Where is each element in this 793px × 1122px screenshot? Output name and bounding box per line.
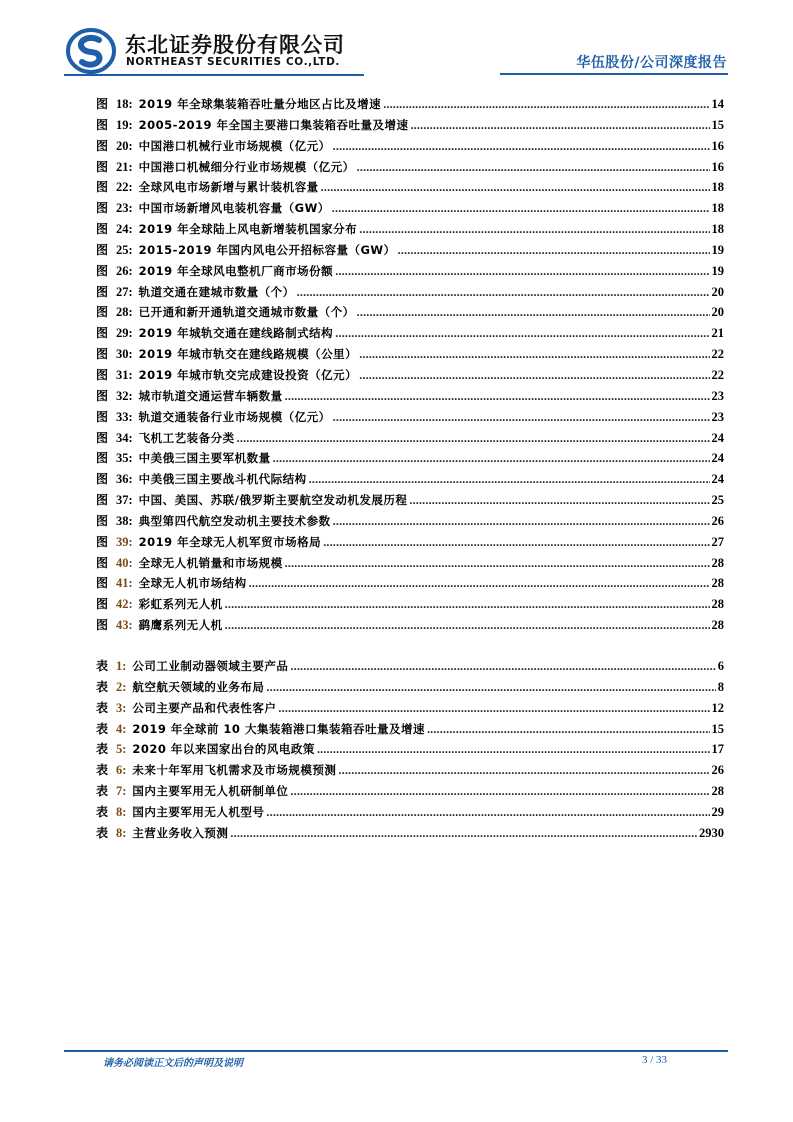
entry-prefix: 图 (96, 117, 109, 132)
entry-page-number[interactable]: 21 (711, 326, 724, 341)
dot-leader (266, 805, 709, 820)
figure-toc-entry[interactable] (96, 470, 724, 491)
entry-title[interactable]: 2019 年全球前 10 大集装箱港口集装箱吞吐量及增速 (132, 721, 425, 736)
header-rule-left (64, 74, 364, 76)
entry-title[interactable]: 国内主要军用无人机研制单位 (132, 784, 289, 799)
entry-prefix: 图 (96, 222, 109, 237)
entry-title[interactable]: 全球风电市场新增与累计装机容量 (138, 180, 319, 195)
entry-page-number[interactable]: 19 (711, 242, 724, 257)
entry-page-number[interactable]: 12 (711, 700, 724, 715)
entry-page-number[interactable]: 15 (711, 721, 724, 736)
entry-prefix: 图 (96, 326, 109, 341)
entry-page-number[interactable]: 14 (711, 97, 724, 111)
entry-title[interactable]: 轨道交通在建城市数量（个） (138, 284, 295, 299)
entry-page-number[interactable]: 6 (717, 659, 724, 673)
figure-toc-entry[interactable] (96, 220, 724, 241)
entry-title[interactable]: 未来十年军用飞机需求及市场规模预测 (132, 763, 337, 778)
entry-page-number[interactable]: 8 (717, 679, 724, 694)
figure-list (96, 95, 724, 637)
dot-leader (225, 597, 710, 612)
entry-prefix: 表 (96, 659, 109, 673)
dot-leader (323, 535, 709, 550)
page-header (0, 0, 793, 90)
entry-number: 21: (116, 159, 133, 174)
entry-number: 8: (116, 804, 127, 819)
table-toc-entry[interactable] (96, 699, 724, 720)
entry-title[interactable]: 飞机工艺装备分类 (138, 430, 235, 445)
figure-toc-entry[interactable] (96, 491, 724, 512)
entry-number: 41: (116, 576, 133, 591)
entry-number: 35: (116, 451, 133, 466)
figure-toc-entry[interactable] (96, 95, 724, 116)
entry-number: 39: (116, 534, 133, 549)
dot-leader (237, 431, 710, 446)
entry-page-number[interactable]: 26 (711, 513, 724, 528)
entry-page-number[interactable]: 28 (711, 597, 724, 612)
dot-leader (333, 514, 710, 529)
footer-rule (64, 1050, 728, 1052)
entry-prefix: 图 (96, 409, 109, 424)
entry-prefix: 图 (96, 367, 109, 382)
figure-toc-entry[interactable] (96, 283, 724, 304)
entry-title[interactable]: 公司工业制动器领域主要产品 (132, 659, 289, 673)
entry-title[interactable]: 中美俄三国主要战斗机代际结构 (138, 472, 307, 487)
figure-toc-entry[interactable] (96, 158, 724, 179)
dot-leader (359, 347, 709, 362)
entry-number: 27: (116, 284, 133, 299)
figure-toc-entry[interactable] (96, 303, 724, 324)
entry-page-number[interactable]: 28 (711, 576, 724, 591)
table-toc-entry[interactable] (96, 657, 724, 678)
entry-title[interactable]: 彩虹系列无人机 (138, 597, 223, 612)
entry-page-number[interactable]: 18 (711, 201, 724, 216)
table-toc-entry[interactable] (96, 761, 724, 782)
figure-toc-entry[interactable] (96, 616, 724, 637)
dot-leader (225, 618, 710, 633)
dot-leader (427, 722, 710, 737)
entry-prefix: 图 (96, 305, 109, 320)
entry-page-number[interactable]: 23 (711, 409, 724, 424)
entry-title[interactable]: 城市轨道交通运营车辆数量 (138, 388, 283, 403)
entry-prefix: 图 (96, 138, 109, 153)
figure-toc-entry[interactable] (96, 324, 724, 345)
dot-leader (285, 389, 710, 404)
entry-number: 20: (116, 138, 133, 153)
entry-title[interactable]: 中国、美国、苏联/俄罗斯主要航空发动机发展历程 (138, 493, 408, 508)
entry-page-number[interactable]: 25 (711, 493, 724, 508)
entry-title[interactable]: 国内主要军用无人机型号 (132, 804, 265, 819)
entry-prefix: 表 (96, 804, 109, 819)
disclaimer-note: 请务必阅读正文后的声明及说明 (103, 1058, 243, 1069)
dot-leader (290, 659, 715, 674)
entry-prefix: 图 (96, 430, 109, 445)
entry-number: 19: (116, 117, 133, 132)
entry-number: 24: (116, 222, 133, 237)
dot-leader (266, 680, 715, 695)
dot-leader (317, 742, 710, 757)
entry-title[interactable]: 全球无人机市场结构 (138, 576, 247, 591)
entry-title[interactable]: 公司主要产品和代表性客户 (132, 700, 277, 715)
entry-prefix: 图 (96, 347, 109, 362)
entry-number: 8: (116, 825, 127, 840)
entry-title[interactable]: 鹞鹰系列无人机 (138, 618, 223, 633)
entry-title[interactable]: 2019 年城轨交通在建线路制式结构 (138, 326, 334, 341)
entry-prefix: 表 (96, 784, 109, 799)
entry-number: 4: (116, 721, 127, 736)
entry-number: 7: (116, 784, 127, 799)
entry-title[interactable]: 2019 年全球陆上风电新增装机国家分布 (138, 222, 358, 237)
entry-title[interactable]: 中国市场新增风电装机容量（GW） (138, 201, 330, 216)
entry-page-number[interactable]: 28 (711, 555, 724, 570)
entry-number: 6: (116, 763, 127, 778)
entry-number: 30: (116, 347, 133, 362)
entry-prefix: 图 (96, 180, 109, 195)
dot-leader (249, 576, 710, 591)
table-toc-entry[interactable] (96, 740, 724, 761)
entry-number: 26: (116, 263, 133, 278)
entry-prefix: 表 (96, 700, 109, 715)
table-toc-entry[interactable] (96, 803, 724, 824)
entry-number: 40: (116, 555, 133, 570)
figure-toc-entry[interactable] (96, 199, 724, 220)
entry-page-number[interactable]: 18 (711, 180, 724, 195)
entry-page-number[interactable]: 16 (711, 138, 724, 153)
entry-prefix: 表 (96, 679, 109, 694)
entry-page-number[interactable]: 22 (711, 347, 724, 362)
dot-leader (333, 139, 710, 154)
entry-prefix: 图 (96, 242, 109, 257)
entry-prefix: 图 (96, 97, 109, 111)
company-name-en: NORTHEAST SECURITIES CO.,LTD. (126, 56, 340, 68)
entry-prefix: 图 (96, 472, 109, 487)
dot-leader (357, 305, 710, 320)
entry-number: 42: (116, 597, 133, 612)
dot-leader (333, 410, 710, 425)
entry-page-number[interactable]: 26 (711, 763, 724, 778)
entry-number: 31: (116, 367, 133, 382)
figure-toc-entry[interactable] (96, 512, 724, 533)
dot-leader (335, 326, 709, 341)
figure-toc-entry[interactable] (96, 449, 724, 470)
entry-title[interactable]: 航空航天领域的业务布局 (132, 679, 265, 694)
figure-toc-entry[interactable] (96, 366, 724, 387)
dot-leader (332, 201, 710, 216)
entry-number: 18: (116, 97, 133, 111)
entry-number: 34: (116, 430, 133, 445)
dot-leader (285, 556, 710, 571)
dot-leader (309, 472, 710, 487)
dot-leader (357, 160, 710, 175)
entry-page-number[interactable]: 24 (711, 430, 724, 445)
figure-toc-entry[interactable] (96, 574, 724, 595)
entry-number: 1: (116, 659, 127, 673)
entry-title[interactable]: 2019 年城市轨交在建线路规模（公里） (138, 347, 358, 362)
entry-page-number[interactable]: 29 (711, 804, 724, 819)
table-toc-entry[interactable] (96, 782, 724, 803)
entry-page-number[interactable]: 23 (711, 388, 724, 403)
company-name-cn: 东北证券股份有限公司 (125, 33, 345, 57)
entry-prefix: 表 (96, 742, 109, 757)
dot-leader (383, 97, 709, 112)
entry-number: 29: (116, 326, 133, 341)
table-toc-entry[interactable] (96, 824, 724, 845)
entry-title[interactable]: 2019 年全球无人机军贸市场格局 (138, 534, 322, 549)
dot-leader (359, 368, 709, 383)
dot-leader (338, 763, 709, 778)
entry-page-number[interactable]: 24 (711, 451, 724, 466)
dot-leader (335, 264, 709, 279)
header-rule-right (500, 73, 728, 75)
entry-title[interactable]: 主营业务收入预测 (132, 825, 229, 840)
entry-title[interactable]: 中国港口机械细分行业市场规模（亿元） (138, 159, 355, 174)
figure-toc-entry[interactable] (96, 137, 724, 158)
entry-number: 28: (116, 305, 133, 320)
entry-number: 32: (116, 388, 133, 403)
figure-toc-entry[interactable] (96, 387, 724, 408)
entry-prefix: 表 (96, 825, 109, 840)
entry-prefix: 图 (96, 576, 109, 591)
figure-toc-entry[interactable] (96, 262, 724, 283)
entry-page-number[interactable]: 18 (711, 222, 724, 237)
figure-toc-entry[interactable] (96, 533, 724, 554)
entry-title[interactable]: 2019 年全球集装箱吞吐量分地区占比及增速 (138, 97, 382, 111)
entry-page-number[interactable]: 16 (711, 159, 724, 174)
entry-page-number[interactable]: 2930 (699, 825, 724, 840)
page-number: 3 / 33 (642, 1054, 668, 1066)
entry-title[interactable]: 2015-2019 年国内风电公开招标容量（GW） (138, 242, 396, 257)
dot-leader (321, 180, 710, 195)
entry-number: 37: (116, 493, 133, 508)
figure-toc-entry[interactable] (96, 116, 724, 137)
dot-leader (359, 222, 709, 237)
dot-leader (409, 493, 709, 508)
figure-toc-entry[interactable] (96, 554, 724, 575)
entry-page-number[interactable]: 17 (711, 742, 724, 757)
entry-title[interactable]: 2019 年全球风电整机厂商市场份额 (138, 263, 334, 278)
entry-prefix: 表 (96, 721, 109, 736)
entry-title[interactable]: 2019 年城市轨交完成建设投资（亿元） (138, 367, 358, 382)
entry-page-number[interactable]: 24 (711, 472, 724, 487)
entry-prefix: 图 (96, 555, 109, 570)
table-toc-entry[interactable] (96, 720, 724, 741)
entry-title[interactable]: 中美俄三国主要军机数量 (138, 451, 271, 466)
entry-page-number[interactable]: 28 (711, 618, 724, 633)
entry-prefix: 图 (96, 597, 109, 612)
entry-title[interactable]: 典型第四代航空发动机主要技术参数 (138, 513, 331, 528)
entry-number: 36: (116, 472, 133, 487)
entry-prefix: 图 (96, 513, 109, 528)
entry-title[interactable]: 全球无人机销量和市场规模 (138, 555, 283, 570)
entry-prefix: 图 (96, 159, 109, 174)
entry-prefix: 图 (96, 451, 109, 466)
dot-leader (410, 118, 709, 133)
figure-toc-entry[interactable] (96, 241, 724, 262)
entry-prefix: 图 (96, 388, 109, 403)
dot-leader (297, 285, 710, 300)
entry-page-number[interactable]: 20 (711, 305, 724, 320)
figure-toc-entry[interactable] (96, 408, 724, 429)
entry-number: 43: (116, 618, 133, 633)
dot-leader (290, 784, 709, 799)
entry-number: 3: (116, 700, 127, 715)
entry-prefix: 图 (96, 493, 109, 508)
entry-page-number[interactable]: 15 (711, 117, 724, 132)
entry-page-number[interactable]: 27 (711, 534, 724, 549)
entry-page-number[interactable]: 22 (711, 367, 724, 382)
entry-prefix: 图 (96, 618, 109, 633)
entry-number: 23: (116, 201, 133, 216)
figure-toc-entry[interactable] (96, 178, 724, 199)
entry-page-number[interactable]: 20 (711, 284, 724, 299)
entry-prefix: 图 (96, 201, 109, 216)
entry-number: 22: (116, 180, 133, 195)
dot-leader (273, 451, 710, 466)
entry-prefix: 表 (96, 763, 109, 778)
entry-title[interactable]: 2020 年以来国家出台的风电政策 (132, 742, 315, 757)
dot-leader (230, 826, 697, 841)
entry-prefix: 图 (96, 534, 109, 549)
figure-toc-entry[interactable] (96, 345, 724, 366)
entry-number: 5: (116, 742, 127, 757)
report-title: 华伍股份/公司深度报告 (576, 55, 727, 71)
dot-leader (278, 701, 709, 716)
entry-page-number[interactable]: 19 (711, 263, 724, 278)
figure-toc-entry[interactable] (96, 429, 724, 450)
entry-title[interactable]: 中国港口机械行业市场规模（亿元） (138, 138, 331, 153)
entry-prefix: 图 (96, 263, 109, 278)
company-logo-icon (66, 28, 116, 74)
table-toc-entry[interactable] (96, 678, 724, 699)
figure-toc-entry[interactable] (96, 595, 724, 616)
entry-title[interactable]: 已开通和新开通轨道交通城市数量（个） (138, 305, 355, 320)
entry-title[interactable]: 2005-2019 年全国主要港口集装箱吞吐量及增速 (138, 117, 409, 132)
table-list (96, 657, 724, 845)
dot-leader (398, 243, 710, 258)
entry-number: 33: (116, 409, 133, 424)
entry-number: 38: (116, 513, 133, 528)
entry-title[interactable]: 轨道交通装备行业市场规模（亿元） (138, 409, 331, 424)
entry-number: 2: (116, 679, 127, 694)
entry-prefix: 图 (96, 284, 109, 299)
entry-page-number[interactable]: 28 (711, 784, 724, 799)
entry-number: 25: (116, 242, 133, 257)
